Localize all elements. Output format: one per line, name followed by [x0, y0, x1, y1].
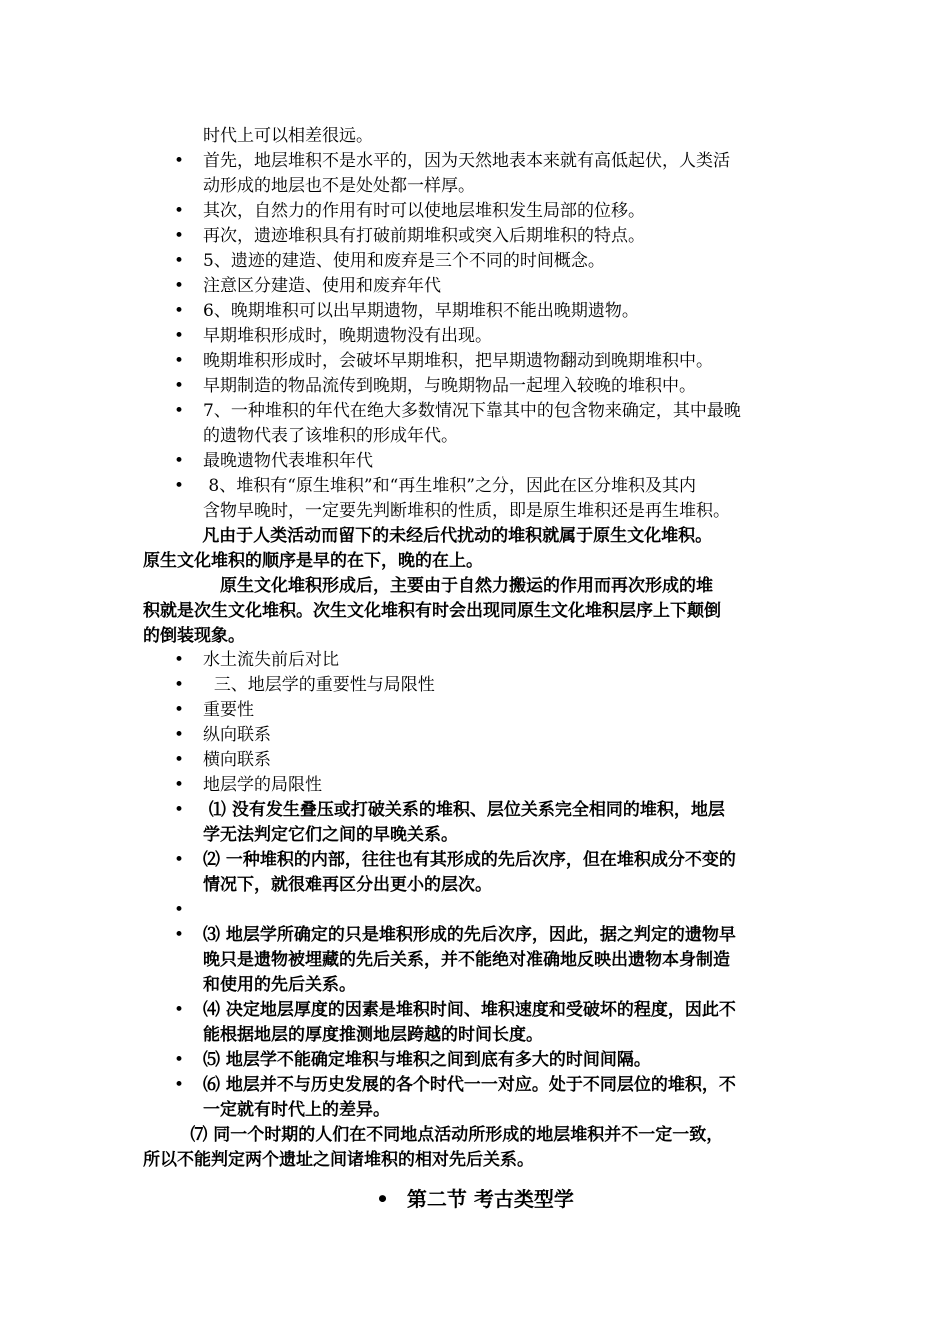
heading-bullet-marker: •: [376, 1187, 389, 1211]
bullet-marker: •: [173, 201, 185, 221]
bullet-marker: •: [173, 900, 185, 920]
bullet-marker: •: [173, 750, 185, 770]
bullet-marker: •: [173, 401, 185, 421]
list-item-text: ⑹ 地层并不与历史发展的各个时代一一对应。处于不同层位的堆积，不 一定就有时代上的差异。: [203, 1075, 736, 1120]
bullet-marker: •: [173, 376, 185, 396]
bullet-marker: •: [173, 451, 185, 471]
section-heading-text: 第二节 考古类型学: [406, 1187, 574, 1211]
bullet-marker: •: [173, 1050, 185, 1070]
bullet-marker: •: [173, 1075, 185, 1095]
list-item-text: ⑵ 一种堆积的内部，往往也有其形成的先后次序，但在堆积成分不变的 情况下，就很难再区分出更小的层次。: [203, 850, 736, 895]
section-heading: [0, 1183, 950, 1212]
definition-paragraph-secondary: 原生文化堆积形成后，主要由于自然力搬运的作用而再次形成的堆 积就是次生文化堆积。次生文化堆积有时会出现同原生文化堆积层序上下颠倒 的倒装现象。: [143, 576, 721, 646]
definition-paragraph-primary: 凡由于人类活动而留下的未经后代扰动的堆积就属于原生文化堆积。 原生文化堆积的顺序是早的在下，晚的在上。: [143, 526, 713, 571]
list-item-text: 7、一种堆积的年代在绝大多数情况下靠其中的包含物来确定，其中最晚 的遗物代表了该堆积的形成年代。: [203, 401, 741, 446]
list-item-text: 纵向联系: [203, 725, 271, 745]
continuation-line: 时代上可以相差很远。: [203, 126, 373, 146]
list-item-text: 最晚遗物代表堆积年代: [203, 451, 373, 471]
list-item-text: 首先，地层堆积不是水平的，因为天然地表本来就有高低起伏，人类活 动形成的地层也不是处处都一样厚。: [203, 151, 730, 196]
list-item-text: 早期制造的物品流传到晚期，与晚期物品一起埋入较晚的堆积中。: [203, 376, 696, 396]
bullet-marker: •: [173, 276, 185, 296]
list-item-text: ⑷ 决定地层厚度的因素是堆积时间、堆积速度和受破坏的程度，因此不 能根据地层的厚度推测地层跨越的时间长度。: [203, 1000, 736, 1045]
list-item-text: 再次，遗迹堆积具有打破前期堆积或突入后期堆积的特点。: [203, 226, 645, 246]
list-item-text: 6、晚期堆积可以出早期遗物，早期堆积不能出晚期遗物。: [203, 301, 639, 321]
limitation-paragraph-7: ⑺ 同一个时期的人们在不同地点活动所形成的地层堆积并不一定一致， 所以不能判定两个遗址之间诸堆积的相对先后关系。: [143, 1125, 724, 1170]
bullet-marker: •: [173, 800, 185, 820]
list-item-text: 8、堆积有“原生堆积”和“再生堆积”之分，因此在区分堆积及其内 含物早晚时，一定要先判断堆积的性质，即是原生堆积还是再生堆积。: [203, 476, 730, 521]
list-item-text: 重要性: [203, 700, 254, 720]
list-item-text: ⑸ 地层学不能确定堆积与堆积之间到底有多大的时间间隔。: [203, 1050, 651, 1070]
bullet-marker: •: [173, 326, 185, 346]
list-item-text: 地层学的局限性: [203, 775, 322, 795]
list-item-text: 其次，自然力的作用有时可以使地层堆积发生局部的位移。: [203, 201, 645, 221]
bullet-marker: •: [173, 226, 185, 246]
list-item-text: ⑶ 地层学所确定的只是堆积形成的先后次序，因此，据之判定的遗物早 晚只是遗物被埋藏的先后关系，并不能绝对准确地反映出遗物本身制造 和使用的先后关系。: [203, 925, 736, 995]
bullet-marker: •: [173, 725, 185, 745]
list-item-text: 水土流失前后对比: [203, 650, 339, 670]
list-item-text: 三、地层学的重要性与局限性: [203, 675, 435, 695]
bullet-marker: •: [173, 301, 185, 321]
bullet-marker: •: [173, 925, 185, 945]
bullet-marker: •: [173, 351, 185, 371]
bullet-marker: •: [173, 850, 185, 870]
list-item-text: 横向联系: [203, 750, 271, 770]
bullet-marker: •: [173, 700, 185, 720]
list-item-text: 晚期堆积形成时，会破坏早期堆积，把早期遗物翻动到晚期堆积中。: [203, 351, 713, 371]
bullet-marker: •: [173, 1000, 185, 1020]
list-item-text: 早期堆积形成时，晚期遗物没有出现。: [203, 326, 492, 346]
list-item-text: 5、遗迹的建造、使用和废弃是三个不同的时间概念。: [203, 251, 605, 271]
bullet-marker: •: [173, 476, 185, 496]
bullet-marker: •: [173, 650, 185, 670]
bullet-marker: •: [173, 251, 185, 271]
list-item-text: 注意区分建造、使用和废弃年代: [203, 276, 441, 296]
list-item-text: ⑴ 没有发生叠压或打破关系的堆积、层位关系完全相同的堆积，地层 学无法判定它们之间的早晚关系。: [203, 800, 725, 845]
bullet-marker: •: [173, 775, 185, 795]
bullet-marker: •: [173, 151, 185, 171]
bullet-marker: •: [173, 675, 185, 695]
